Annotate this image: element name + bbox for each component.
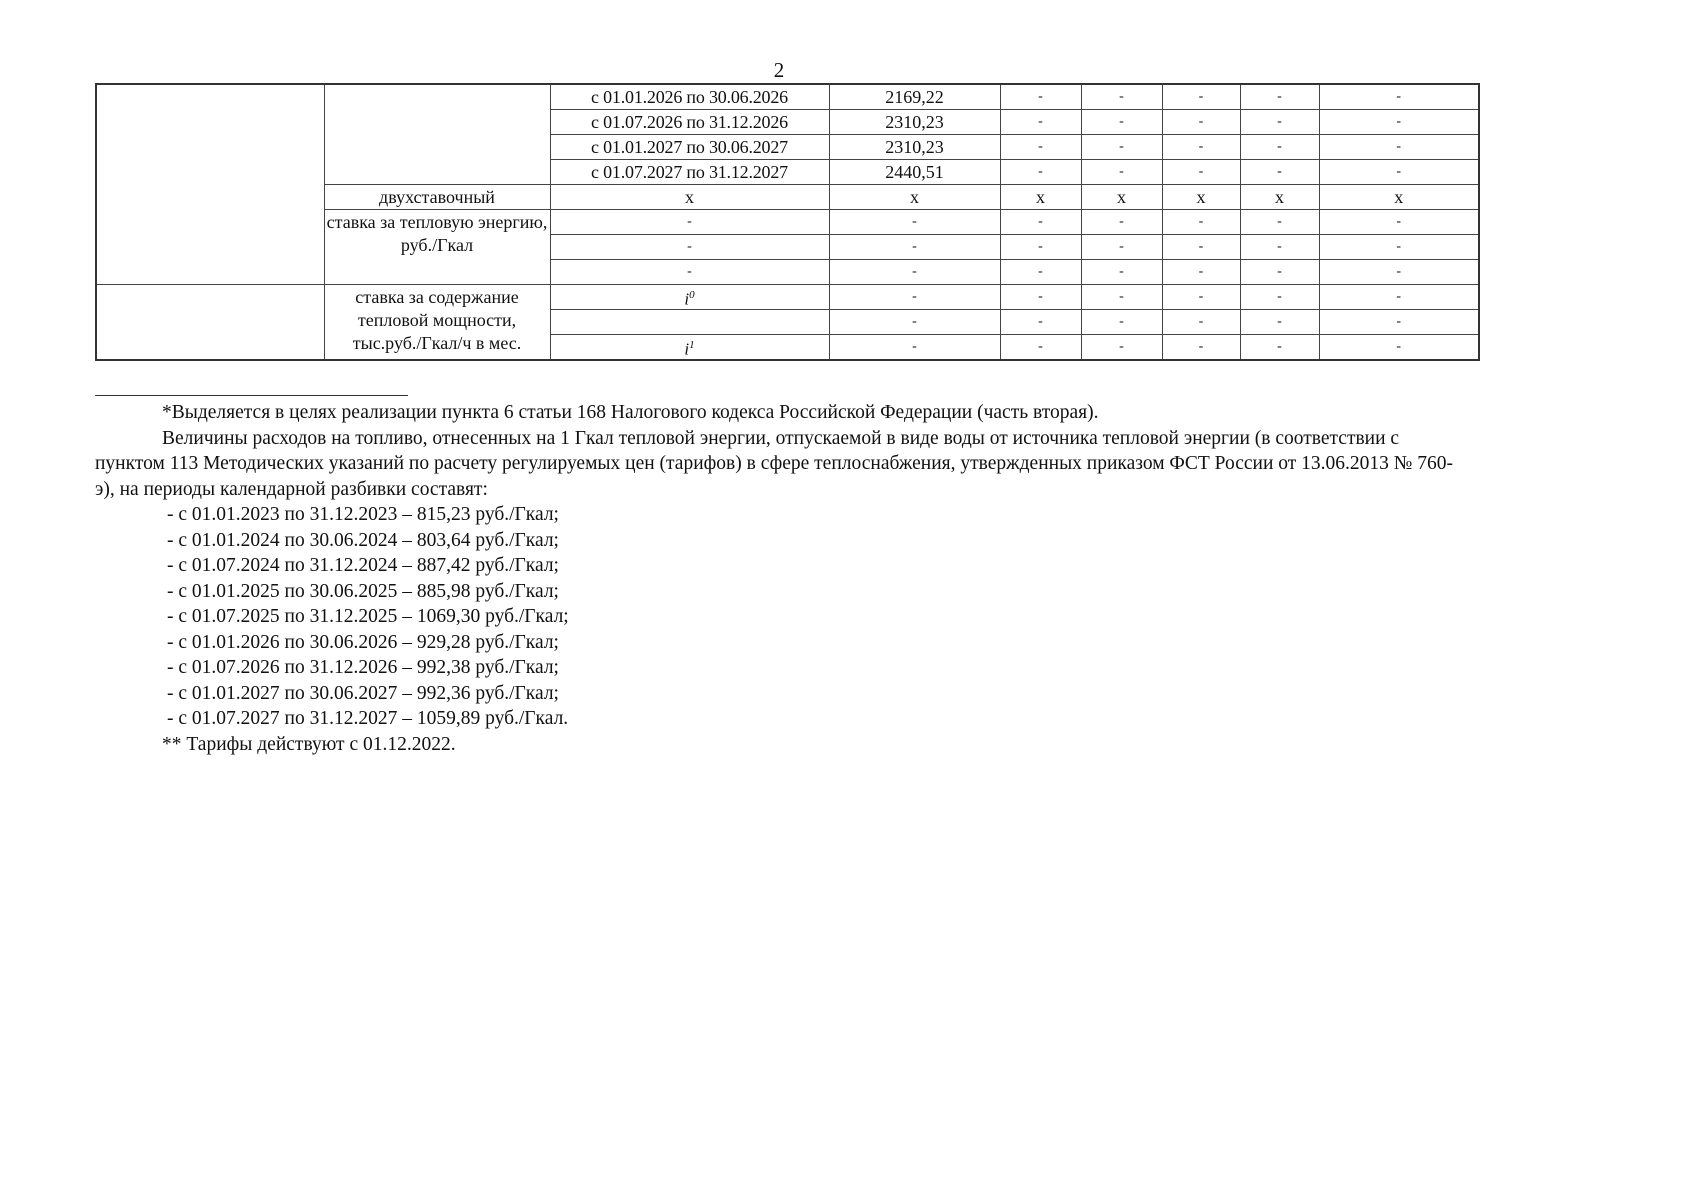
symbol-superscript: 0 bbox=[689, 288, 695, 301]
x-cell: x bbox=[1319, 185, 1479, 210]
dash-cell: - bbox=[1000, 210, 1081, 235]
dash-cell: - bbox=[550, 260, 829, 285]
fuel-cost-item: - с 01.01.2026 по 30.06.2026 – 929,28 руб./Гкал; bbox=[167, 631, 559, 653]
fuel-cost-item: - с 01.01.2027 по 30.06.2027 – 992,36 руб./Гкал; bbox=[167, 682, 559, 704]
fuel-cost-item: - с 01.07.2027 по 31.12.2027 – 1059,89 руб./Гкал. bbox=[167, 708, 569, 729]
dash-cell: - bbox=[550, 210, 829, 235]
dash-cell: - bbox=[1081, 335, 1162, 361]
x-cell: x bbox=[1240, 185, 1319, 210]
dash-cell: - bbox=[1081, 160, 1162, 185]
dash-cell: - bbox=[1081, 285, 1162, 310]
dash-cell: - bbox=[1240, 235, 1319, 260]
fuel-cost-item: - с 01.07.2025 по 31.12.2025 – 1069,30 руб./Гкал; bbox=[167, 606, 569, 627]
org-cell-empty-2 bbox=[96, 285, 324, 361]
dash-cell: - bbox=[1162, 210, 1240, 235]
page-number: 2 bbox=[773, 58, 785, 82]
dash-cell: - bbox=[1240, 335, 1319, 361]
rate-type-cell-empty bbox=[324, 84, 550, 185]
tariff-table bbox=[95, 83, 1480, 361]
dash-cell: - bbox=[1319, 110, 1479, 135]
dash-cell: - bbox=[829, 335, 1000, 361]
symbol-cell bbox=[550, 285, 829, 310]
table-row bbox=[96, 84, 1479, 110]
tariff-value-cell: 2310,23 bbox=[829, 135, 1000, 160]
tariff-value-cell: 2310,23 bbox=[829, 110, 1000, 135]
table-row bbox=[96, 285, 1479, 310]
dash-cell: - bbox=[1240, 260, 1319, 285]
dash-cell: - bbox=[829, 260, 1000, 285]
fuel-cost-item: - с 01.07.2026 по 31.12.2026 – 992,38 руб./Гкал; bbox=[167, 657, 559, 678]
dash-cell: - bbox=[1000, 110, 1081, 135]
fuel-cost-item: - с 01.07.2024 по 31.12.2024 – 887,42 руб./Гкал; bbox=[167, 555, 559, 576]
dash-cell: - bbox=[1162, 285, 1240, 310]
dash-cell: - bbox=[829, 285, 1000, 310]
dash-cell: - bbox=[1319, 310, 1479, 335]
dash-cell: - bbox=[1081, 84, 1162, 110]
x-cell: x bbox=[550, 185, 829, 210]
fuel-cost-item: - с 01.01.2024 по 30.06.2024 – 803,64 руб./Гкал; bbox=[167, 529, 559, 551]
dash-cell: - bbox=[1240, 84, 1319, 110]
energy-rate-label: ставка за тепловую энергию, руб./Гкал bbox=[324, 210, 550, 285]
dash-cell: - bbox=[1000, 135, 1081, 160]
dash-cell: - bbox=[1000, 160, 1081, 185]
tariff-value-cell: 2169,22 bbox=[829, 84, 1000, 110]
dash-cell: - bbox=[1319, 160, 1479, 185]
dash-cell: - bbox=[1162, 110, 1240, 135]
dash-cell: - bbox=[1162, 135, 1240, 160]
period-cell: с 01.01.2027 по 30.06.2027 bbox=[550, 135, 829, 160]
period-cell: с 01.07.2027 по 31.12.2027 bbox=[550, 160, 829, 185]
dash-cell: - bbox=[1319, 260, 1479, 285]
dash-cell: - bbox=[1162, 335, 1240, 361]
tariff-value-cell: 2440,51 bbox=[829, 160, 1000, 185]
dash-cell: - bbox=[550, 235, 829, 260]
dash-cell: - bbox=[1319, 335, 1479, 361]
x-cell: x bbox=[1000, 185, 1081, 210]
dash-cell: - bbox=[1319, 285, 1479, 310]
fuel-cost-item: - с 01.01.2023 по 31.12.2023 – 815,23 руб./Гкал; bbox=[167, 504, 559, 525]
tariff-table-body bbox=[96, 84, 1479, 360]
symbol-base: i bbox=[684, 289, 690, 309]
fuel-cost-intro: Величины расходов на топливо, отнесенных на 1 Гкал тепловой энергии, отпускаемой в виде воды от источника тепловой энергии (в соответствии с пунктом 113 Методических указаний по расчету регулируемых цен (тарифов) в сфере теплоснабжения, утвержденных приказом ФСТ России от 13.06.2013 № 760-э), на периоды календарной разбивки составят: bbox=[95, 427, 1454, 500]
dash-cell: - bbox=[1162, 235, 1240, 260]
dash-cell: - bbox=[1081, 110, 1162, 135]
dash-cell: - bbox=[1319, 210, 1479, 235]
dash-cell: - bbox=[1240, 285, 1319, 310]
dash-cell: - bbox=[1240, 160, 1319, 185]
symbol-superscript: 1 bbox=[689, 338, 695, 351]
dash-cell: - bbox=[829, 210, 1000, 235]
symbol-cell bbox=[550, 335, 829, 361]
dash-cell: - bbox=[1000, 310, 1081, 335]
footnote-separator bbox=[95, 395, 408, 396]
symbol-base: i bbox=[684, 339, 690, 359]
dash-cell: - bbox=[1162, 84, 1240, 110]
dash-cell: - bbox=[1081, 235, 1162, 260]
dash-cell: - bbox=[1162, 310, 1240, 335]
dash-cell: - bbox=[1000, 285, 1081, 310]
dash-cell: - bbox=[1240, 110, 1319, 135]
vat-footnote: *Выделяется в целях реализации пункта 6 статьи 168 Налогового кодекса Российской Федерации (часть вторая). bbox=[162, 402, 1099, 423]
fuel-cost-item: - с 01.01.2025 по 30.06.2025 – 885,98 руб./Гкал; bbox=[167, 580, 559, 602]
dash-cell: - bbox=[1081, 135, 1162, 160]
dash-cell: - bbox=[1319, 135, 1479, 160]
x-cell: x bbox=[829, 185, 1000, 210]
notes-section bbox=[95, 400, 1465, 757]
dash-cell: - bbox=[1081, 260, 1162, 285]
dash-cell: - bbox=[1162, 160, 1240, 185]
dash-cell: - bbox=[829, 310, 1000, 335]
capacity-rate-label: ставка за содержание тепловой мощности, тыс.руб./Гкал/ч в мес. bbox=[324, 285, 550, 361]
org-cell-empty bbox=[96, 84, 324, 285]
dash-cell: - bbox=[1081, 210, 1162, 235]
dash-cell: - bbox=[1162, 260, 1240, 285]
period-cell: с 01.01.2026 по 30.06.2026 bbox=[550, 84, 829, 110]
dash-cell: - bbox=[1240, 210, 1319, 235]
symbol-cell bbox=[550, 310, 829, 335]
x-cell: x bbox=[1081, 185, 1162, 210]
period-cell: с 01.07.2026 по 31.12.2026 bbox=[550, 110, 829, 135]
dash-cell: - bbox=[1000, 260, 1081, 285]
dash-cell: - bbox=[829, 235, 1000, 260]
dash-cell: - bbox=[1319, 84, 1479, 110]
two-part-label: двухставочный bbox=[324, 185, 550, 210]
dash-cell: - bbox=[1319, 235, 1479, 260]
fuel-cost-list bbox=[95, 502, 1465, 732]
dash-cell: - bbox=[1240, 310, 1319, 335]
dash-cell: - bbox=[1000, 84, 1081, 110]
dash-cell: - bbox=[1240, 135, 1319, 160]
dash-cell: - bbox=[1000, 335, 1081, 361]
tariff-effective-note: ** Тарифы действуют с 01.12.2022. bbox=[162, 733, 456, 755]
dash-cell: - bbox=[1081, 310, 1162, 335]
x-cell: x bbox=[1162, 185, 1240, 210]
dash-cell: - bbox=[1000, 235, 1081, 260]
